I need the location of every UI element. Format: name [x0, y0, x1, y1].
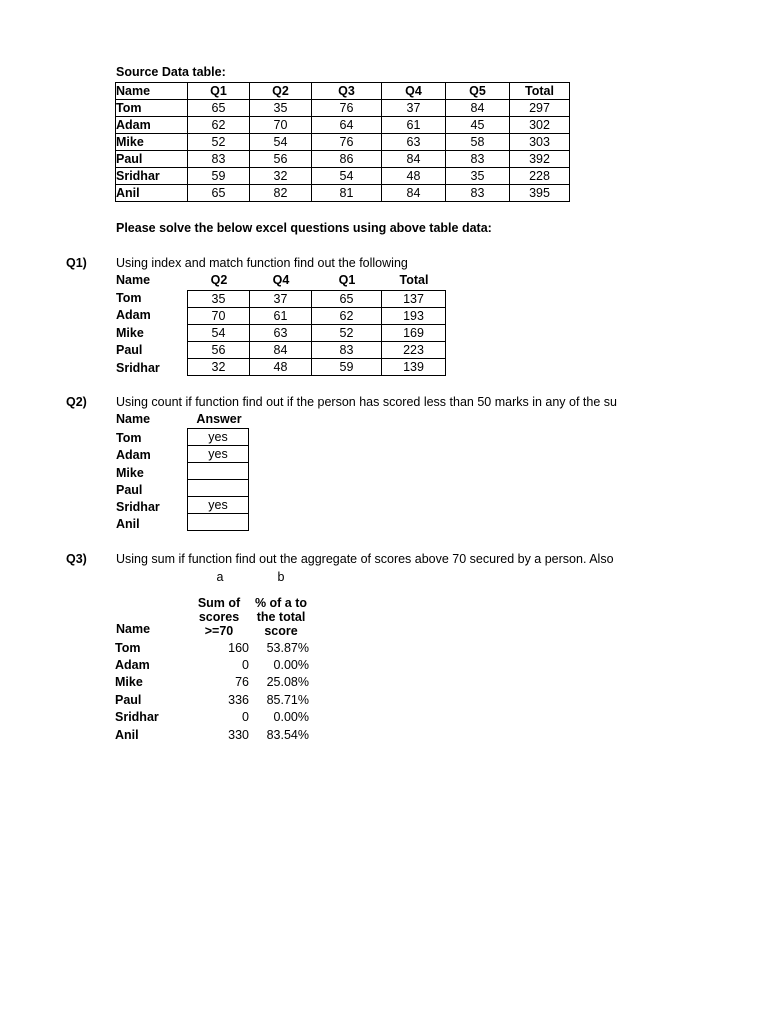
q1-name-header: Name: [116, 273, 151, 287]
name-label: Sridhar: [116, 360, 160, 375]
q1-header-q4: Q4: [272, 273, 290, 287]
value-cell: 45: [446, 117, 510, 134]
value-cell: 65: [312, 291, 382, 308]
value-cell: 70: [250, 117, 312, 134]
sum-cell: 76: [235, 675, 249, 690]
table-row: [188, 359, 446, 376]
answer-cell: [188, 463, 249, 480]
value-cell: 48: [250, 359, 312, 376]
total-cell: 228: [510, 168, 570, 185]
value-cell: 223: [382, 342, 446, 359]
sum-cell: 0: [242, 710, 249, 725]
value-cell: 82: [250, 185, 312, 202]
value-cell: 62: [312, 308, 382, 325]
table-row: [115, 691, 309, 708]
value-cell: 56: [250, 151, 312, 168]
value-cell: 59: [312, 359, 382, 376]
value-cell: 63: [250, 325, 312, 342]
value-cell: 83: [446, 151, 510, 168]
q1-label: Q1): [66, 256, 87, 270]
table-row: [116, 134, 570, 151]
name-label: Adam: [115, 658, 150, 673]
value-cell: 64: [312, 117, 382, 134]
value-cell: 76: [312, 134, 382, 151]
value-cell: 35: [188, 291, 250, 308]
q1-header-q2: Q2: [210, 273, 228, 287]
q2-label: Q2): [66, 395, 87, 409]
value-cell: 83: [312, 342, 382, 359]
percent-cell: 53.87%: [266, 640, 309, 655]
total-cell: 392: [510, 151, 570, 168]
value-cell: 52: [188, 134, 250, 151]
value-cell: 54: [312, 168, 382, 185]
value-cell: 84: [382, 185, 446, 202]
name-label: Sridhar: [116, 500, 160, 515]
source-header-row: [116, 83, 570, 100]
answer-cell: yes: [188, 429, 249, 446]
q1-header-total: Total: [399, 273, 429, 287]
q2-answer-header: Answer: [196, 412, 242, 426]
value-cell: 84: [382, 151, 446, 168]
total-cell: 303: [510, 134, 570, 151]
name-label: Mike: [116, 465, 144, 480]
value-cell: 54: [188, 325, 250, 342]
percent-cell: 85.71%: [266, 692, 309, 707]
value-cell: 61: [382, 117, 446, 134]
q3-header-percent: [250, 596, 312, 638]
name-label: Mike: [116, 325, 144, 340]
name-label: Paul: [115, 692, 142, 707]
total-cell: 302: [510, 117, 570, 134]
value-cell: 139: [382, 359, 446, 376]
table-row: [188, 446, 249, 463]
name-cell: Adam: [116, 117, 188, 134]
value-cell: 83: [188, 151, 250, 168]
table-row: [188, 342, 446, 359]
q3-header-sum: [190, 596, 248, 638]
answer-cell: yes: [188, 446, 249, 463]
name-label: Anil: [116, 517, 140, 532]
value-cell: 81: [312, 185, 382, 202]
percent-cell: 25.08%: [266, 675, 309, 690]
name-label: Adam: [116, 308, 151, 323]
q3-name-header: Name: [116, 622, 151, 636]
value-cell: 193: [382, 308, 446, 325]
answer-cell: [188, 514, 249, 531]
q1-answer-table: [187, 290, 446, 376]
total-cell: 395: [510, 185, 570, 202]
name-cell: Paul: [116, 151, 188, 168]
answer-cell: [188, 480, 249, 497]
header-cell: Q2: [250, 83, 312, 100]
q1-question-text: Using index and match function find out the following: [116, 256, 408, 270]
name-label: Sridhar: [115, 710, 159, 725]
header-cell: Name: [116, 83, 188, 100]
name-label: Anil: [115, 727, 139, 742]
table-row: [115, 726, 309, 743]
value-cell: 32: [250, 168, 312, 185]
table-row: [188, 497, 249, 514]
value-cell: 63: [382, 134, 446, 151]
table-row: [188, 325, 446, 342]
value-cell: 65: [188, 100, 250, 117]
value-cell: 169: [382, 325, 446, 342]
q2-names: [116, 430, 160, 534]
value-cell: 37: [250, 291, 312, 308]
header-line: % of a to: [254, 596, 308, 610]
value-cell: 61: [250, 308, 312, 325]
header-cell: Q1: [188, 83, 250, 100]
table-row: [116, 185, 570, 202]
q2-answer-table: [187, 428, 249, 531]
table-row: [188, 429, 249, 446]
q2-question-text: Using count if function find out if the person has scored less than 50 marks in any of the su: [116, 395, 617, 409]
sum-cell: 336: [228, 692, 249, 707]
value-cell: 52: [312, 325, 382, 342]
value-cell: 58: [446, 134, 510, 151]
table-row: [188, 291, 446, 308]
table-row: [115, 709, 309, 726]
value-cell: 59: [188, 168, 250, 185]
value-cell: 84: [446, 100, 510, 117]
value-cell: 54: [250, 134, 312, 151]
percent-cell: 83.54%: [266, 727, 309, 742]
percent-cell: 0.00%: [273, 658, 309, 673]
table-row: [188, 463, 249, 480]
name-label: Paul: [116, 343, 143, 358]
value-cell: 86: [312, 151, 382, 168]
q3-label: Q3): [66, 552, 87, 566]
header-line: >=70: [204, 624, 234, 638]
q1-names: [116, 290, 160, 377]
instruction-text: Please solve the below excel questions using above table data:: [116, 221, 492, 235]
name-cell: Mike: [116, 134, 188, 151]
sum-cell: 330: [228, 727, 249, 742]
table-row: [116, 168, 570, 185]
name-label: Tom: [116, 431, 142, 445]
name-cell: Anil: [116, 185, 188, 202]
name-cell: Tom: [116, 100, 188, 117]
name-label: Mike: [115, 675, 143, 690]
source-data-table: [115, 82, 570, 202]
q1-header-q1: Q1: [338, 273, 356, 287]
table-row: [116, 151, 570, 168]
q3-question-text: Using sum if function find out the aggregate of scores above 70 secured by a person. Also: [116, 552, 614, 566]
value-cell: 137: [382, 291, 446, 308]
q3-col-b-letter: b: [277, 570, 285, 584]
table-row: [188, 514, 249, 531]
value-cell: 37: [382, 100, 446, 117]
table-row: [115, 656, 309, 673]
header-cell: Q3: [312, 83, 382, 100]
table-row: [115, 639, 309, 656]
header-line: score: [264, 624, 298, 638]
table-row: [115, 674, 309, 691]
header-line: scores: [198, 610, 240, 624]
value-cell: 32: [188, 359, 250, 376]
value-cell: 62: [188, 117, 250, 134]
header-line: Sum of: [197, 596, 241, 610]
name-cell: Sridhar: [116, 168, 188, 185]
table-row: [188, 308, 446, 325]
value-cell: 70: [188, 308, 250, 325]
value-cell: 35: [446, 168, 510, 185]
total-cell: 297: [510, 100, 570, 117]
answer-cell: yes: [188, 497, 249, 514]
header-cell: Q4: [382, 83, 446, 100]
q3-col-a-letter: a: [216, 570, 224, 584]
name-label: Tom: [116, 291, 142, 305]
table-row: [116, 100, 570, 117]
sum-cell: 0: [242, 658, 249, 673]
name-label: Adam: [116, 448, 151, 463]
value-cell: 76: [312, 100, 382, 117]
header-cell: Total: [510, 83, 570, 100]
header-line: the total: [256, 610, 306, 624]
value-cell: 83: [446, 185, 510, 202]
q2-name-header: Name: [116, 412, 151, 426]
header-cell: Q5: [446, 83, 510, 100]
table-row: [188, 480, 249, 497]
name-label: Tom: [115, 640, 141, 655]
value-cell: 48: [382, 168, 446, 185]
value-cell: 35: [250, 100, 312, 117]
table-row: [116, 117, 570, 134]
value-cell: 65: [188, 185, 250, 202]
q3-answer-table: [115, 639, 309, 743]
name-label: Paul: [116, 482, 143, 497]
sum-cell: 160: [228, 640, 249, 655]
percent-cell: 0.00%: [273, 710, 309, 725]
value-cell: 84: [250, 342, 312, 359]
source-table-title: Source Data table:: [116, 65, 226, 79]
value-cell: 56: [188, 342, 250, 359]
